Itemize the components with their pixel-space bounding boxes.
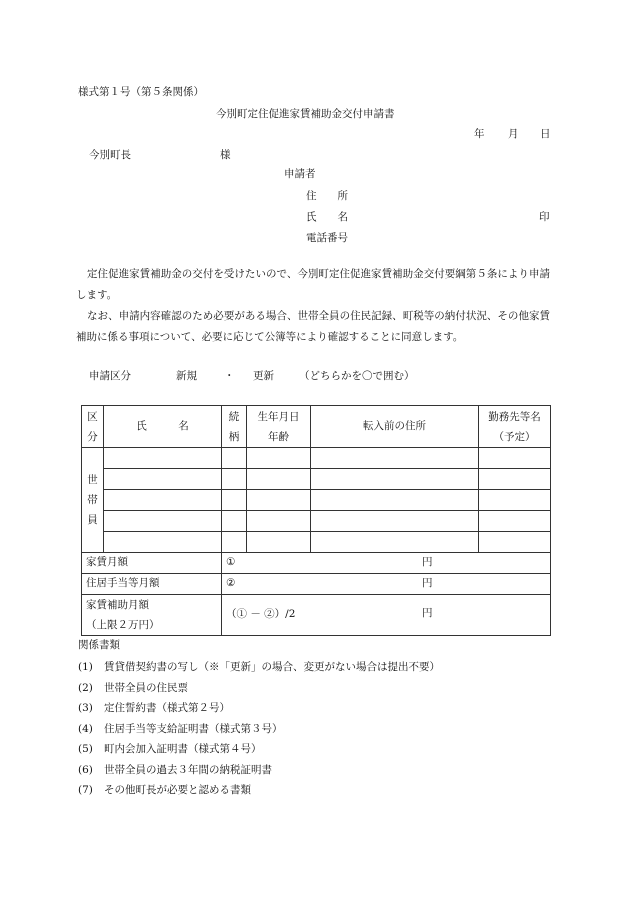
header-relation: 続 柄 bbox=[222, 406, 247, 448]
header-name: 氏 名 bbox=[104, 406, 222, 448]
subsidy-amount-cell[interactable] bbox=[222, 595, 551, 636]
application-type-separator: ・ bbox=[224, 370, 235, 382]
household-table bbox=[81, 405, 551, 636]
member-relation-cell[interactable] bbox=[222, 532, 247, 553]
housing-allowance-label: 住居手当等月額 bbox=[82, 574, 222, 595]
list-item: (3) 定住誓約書（様式第２号） bbox=[78, 702, 230, 714]
applicant-name-label: 氏 名 bbox=[306, 211, 348, 223]
member-workplace-cell[interactable] bbox=[479, 511, 551, 532]
member-name-cell[interactable] bbox=[104, 448, 222, 469]
housing-mark: ② bbox=[226, 577, 236, 590]
list-item: (1) 賃貸借契約書の写し（※「更新」の場合、変更がない場合は提出不要） bbox=[78, 661, 440, 673]
application-type-renew: 更新 bbox=[253, 370, 274, 382]
member-workplace-cell[interactable] bbox=[479, 469, 551, 490]
addressee-name: 今別町長 bbox=[89, 149, 131, 161]
household-side-label: 世 帯 員 bbox=[82, 448, 104, 553]
member-name-cell[interactable] bbox=[104, 532, 222, 553]
application-type-label: 申請区分 bbox=[89, 370, 131, 382]
application-type-note: （どちらかを〇で囲む） bbox=[299, 370, 415, 382]
housing-yen: 円 bbox=[422, 577, 433, 589]
member-workplace-cell[interactable] bbox=[479, 448, 551, 469]
header-birthdate: 生年月日 年齢 bbox=[247, 406, 311, 448]
member-birth-cell[interactable] bbox=[247, 532, 311, 553]
member-address-cell[interactable] bbox=[311, 532, 479, 553]
list-item: (5) 町内会加入証明書（様式第４号） bbox=[78, 743, 262, 755]
application-type-new: 新規 bbox=[176, 370, 197, 382]
list-item: (7) その他町長が必要と認める書類 bbox=[78, 784, 251, 796]
body-paragraph-2: なお、申請内容確認のため必要がある場合、世帯全員の住民記録、町税等の納付状況、その他家賃補助に係る事項について、必要に応じて公簿等により確認することに同意します。 bbox=[76, 310, 550, 343]
rent-mark: ① bbox=[226, 556, 236, 569]
member-relation-cell[interactable] bbox=[222, 469, 247, 490]
member-birth-cell[interactable] bbox=[247, 490, 311, 511]
member-workplace-cell[interactable] bbox=[479, 532, 551, 553]
member-workplace-cell[interactable] bbox=[479, 490, 551, 511]
applicant-phone-label: 電話番号 bbox=[306, 232, 348, 244]
member-address-cell[interactable] bbox=[311, 448, 479, 469]
member-relation-cell[interactable] bbox=[222, 448, 247, 469]
member-address-cell[interactable] bbox=[311, 469, 479, 490]
list-item: (4) 住居手当等支給証明書（様式第３号） bbox=[78, 722, 283, 735]
body-paragraph-1: 定住促進家賃補助金の交付を受けたいので、今別町定住促進家賃補助金交付要綱第５条により申請します。 bbox=[76, 268, 550, 301]
rent-label: 家賃月額 bbox=[82, 553, 222, 574]
subsidy-yen: 円 bbox=[422, 607, 433, 619]
rent-yen: 円 bbox=[422, 556, 433, 568]
member-birth-cell[interactable] bbox=[247, 448, 311, 469]
related-docs-list bbox=[78, 657, 440, 801]
page-title: 今別町定住促進家賃補助金交付申請書 bbox=[216, 108, 395, 120]
member-address-cell[interactable] bbox=[311, 490, 479, 511]
member-name-cell[interactable] bbox=[104, 469, 222, 490]
applicant-address-label: 住 所 bbox=[306, 190, 348, 202]
subsidy-label: 家賃補助月額 （上限２万円） bbox=[82, 595, 222, 636]
member-birth-cell[interactable] bbox=[247, 469, 311, 490]
date-year-label: 年 bbox=[474, 128, 485, 140]
form-number: 様式第１号（第５条関係） bbox=[78, 86, 204, 98]
date-month-label: 月 bbox=[508, 128, 519, 140]
applicant-heading: 申請者 bbox=[284, 168, 316, 180]
seal-mark: 印 bbox=[539, 211, 550, 223]
header-previous-address: 転入前の住所 bbox=[311, 406, 479, 448]
header-workplace: 勤務先等名 （予定） bbox=[479, 406, 551, 448]
member-birth-cell[interactable] bbox=[247, 511, 311, 532]
date-day-label: 日 bbox=[540, 128, 551, 140]
member-name-cell[interactable] bbox=[104, 511, 222, 532]
member-name-cell[interactable] bbox=[104, 490, 222, 511]
member-relation-cell[interactable] bbox=[222, 511, 247, 532]
list-item: (2) 世帯全員の住民票 bbox=[78, 681, 188, 694]
member-address-cell[interactable] bbox=[311, 511, 479, 532]
subsidy-formula: （① － ②）/2 bbox=[226, 608, 296, 621]
member-relation-cell[interactable] bbox=[222, 490, 247, 511]
rent-amount-cell[interactable] bbox=[222, 553, 551, 574]
addressee-honorific: 様 bbox=[220, 149, 231, 161]
related-docs-heading: 関係書類 bbox=[78, 639, 120, 651]
header-kubun: 区 分 bbox=[82, 406, 104, 448]
list-item: (6) 世帯全員の過去３年間の納税証明書 bbox=[78, 763, 272, 776]
housing-allowance-amount-cell[interactable] bbox=[222, 574, 551, 595]
